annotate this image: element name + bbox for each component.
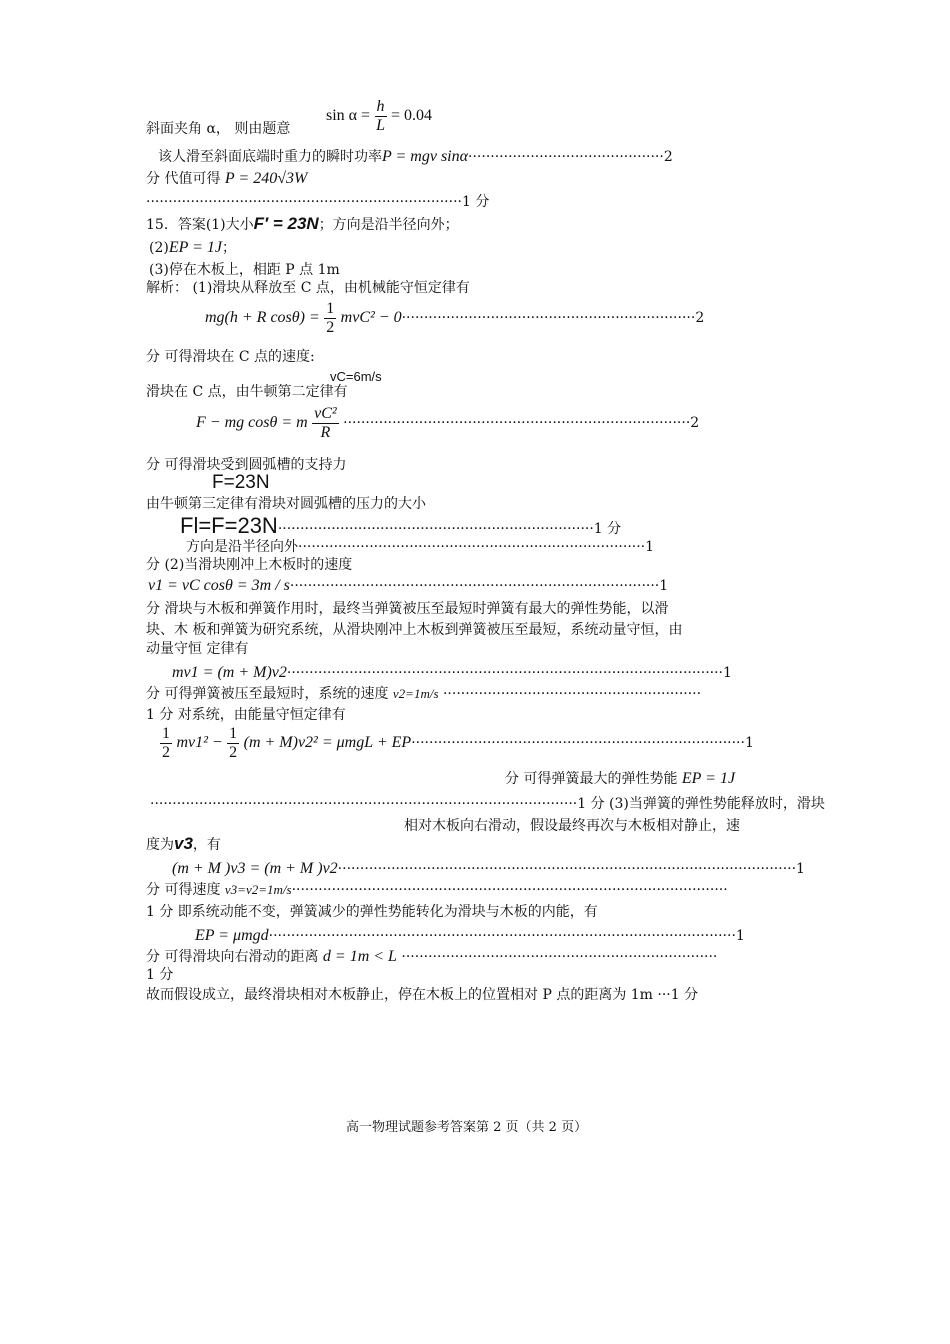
energy-equation-2: $\frac{1}{2}$ mv1² − $\frac{1}{2}$ (m + M)v2² = μmgL + EP···········································································1 (162, 724, 754, 761)
page-footer: 高一物理试题参考答案第 2 页（共 2 页） (346, 1120, 588, 1135)
momentum-equation: mv1 = (m + M)v2··································································································1 (172, 664, 732, 681)
paragraph-line-1: 分 滑块与木板和弹簧作用时，最终当弹簧被压至最短时弹簧有最大的弹性势能，以滑 (146, 601, 669, 617)
conclusion-line: 故而假设成立，最终滑块相对木板静止，停在木板上的位置相对 P 点的距离为 1m ···1 分 (146, 987, 699, 1003)
answer-15-line2: (2)EP = 1J； (149, 239, 236, 256)
f23-value: F=23N (212, 472, 270, 493)
power-line: 该人滑至斜面底端时重力的瞬时功率P = mgv sinα············································2 (158, 148, 673, 165)
score-1-line: 1 分 (146, 967, 174, 983)
velocity-equation: v1 = vC cosθ = 3m / s···················································································1 (148, 577, 669, 594)
v3-line: 度为v3，有 (146, 834, 221, 853)
angle-text: 斜面夹角 α， 则由题意 (146, 121, 291, 137)
energy-conservation-text: 1 分 对系统，由能量守恒定律有 (146, 707, 346, 723)
energy-equation-1: mg(h + R cosθ) = $\frac{1}{2}$ mvC² − 0··································································2 (205, 299, 705, 336)
speed-line: 分 可得速度 v3=v2=1m/s·································································································· (146, 882, 728, 898)
power-value-line: 分 代值可得 P = 240√3W (146, 170, 308, 187)
paragraph-line-3: 动量守恒 定律有 (146, 641, 249, 657)
part3-line: ································································································1 分 (3)当弹簧的弹性势能释放时，滑块 (150, 796, 825, 812)
sin-alpha-formula: sin α = $\frac{h}{L}$ = 0.04 (326, 97, 433, 134)
friction-equation: EP = μmgd·········································································································1 (195, 927, 745, 944)
pressure-line: Fl=F=23N·······································································1 分 (180, 513, 622, 538)
force-equation: F − mg cosθ = m $\frac{\text{vC²}}{R}$ ··············································································2 (196, 404, 700, 441)
vc-value: vC=6m/s (330, 369, 382, 384)
momentum-equation-2: (m + M )v3 = (m + M )v2·······································································································1 (172, 860, 805, 877)
answer-15-line1: 15．答案(1)大小F′ = 23N；方向是沿半径向外； (146, 214, 459, 233)
direction-line: 方向是沿半径向外··············································································1 (186, 539, 655, 555)
part2-heading: 分 (2)当滑块刚冲上木板时的速度 (146, 557, 353, 573)
relative-slide-line: 相对木板向右滑动，假设最终再次与木板相对静止，速 (404, 818, 740, 834)
analysis-heading: 解析： (1)滑块从释放至 C 点，由机械能守恒定律有 (146, 280, 470, 296)
max-elastic-energy-line: 分 可得弹簧最大的弹性势能 EP = 1J (505, 770, 736, 787)
newton2-text: 滑块在 C 点，由牛顿第二定律有 (146, 384, 348, 400)
v2-line: 分 可得弹簧被压至最短时，系统的速度 v2=1m/s ·························································· (146, 686, 702, 702)
newton3-text: 由牛顿第三定律有滑块对圆弧槽的压力的大小 (146, 496, 426, 512)
distance-line: 分 可得滑块向右滑动的距离 d = 1m < L ······································································· (146, 948, 718, 965)
support-force-text: 分 可得滑块受到圆弧槽的支持力 (146, 457, 347, 473)
vc-label: 分 可得滑块在 C 点的速度: (146, 349, 315, 365)
kinetic-energy-text: 1 分 即系统动能不变，弹簧减少的弹性势能转化为滑块与木板的内能，有 (146, 904, 598, 920)
score-dots-line: ·······································································1 分 (146, 194, 490, 210)
paragraph-line-2: 块、木 板和弹簧为研究系统，从滑块刚冲上木板到弹簧被压至最短，系统动量守恒，由 (146, 622, 683, 638)
answer-15-line3: (3)停在木板上，相距 P 点 1m (149, 262, 340, 278)
